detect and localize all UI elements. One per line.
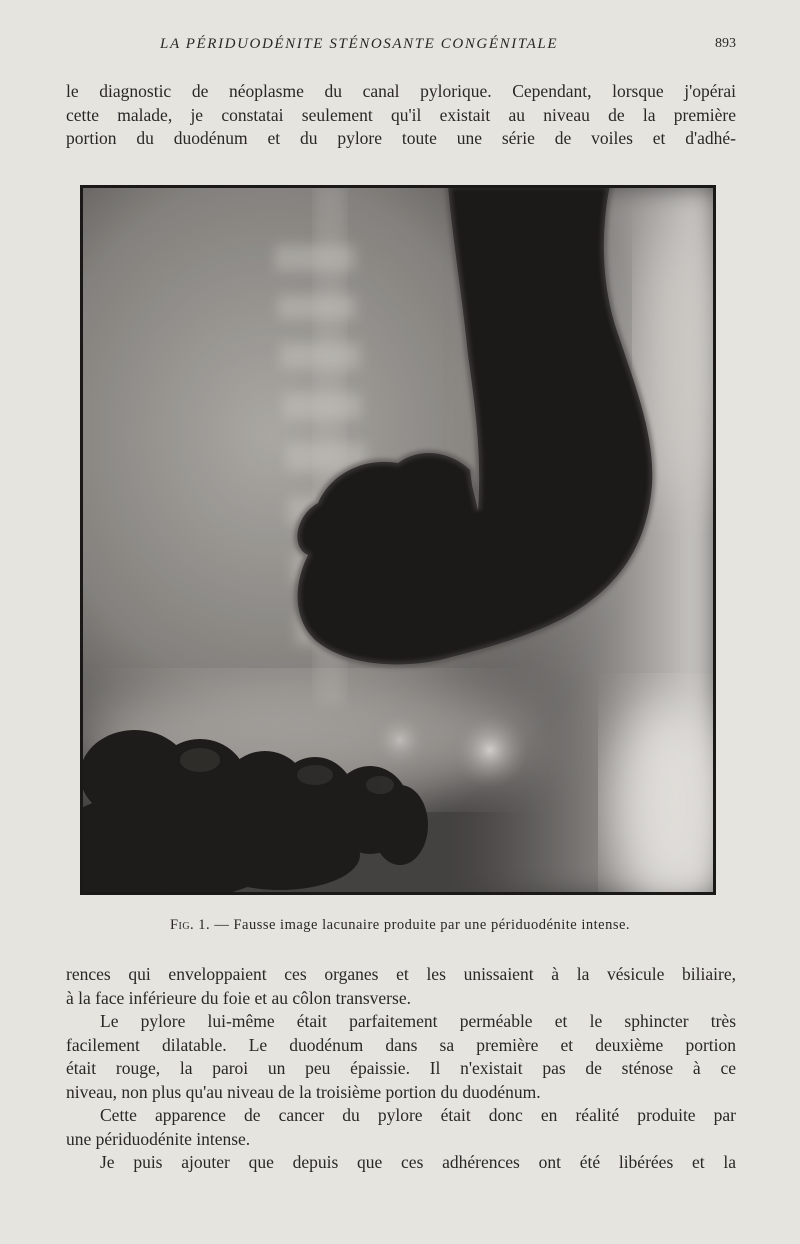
figure-caption — [0, 917, 800, 934]
running-title: LA PÉRIDUODÉNITE STÉNOSANTE CONGÉNITALE — [160, 36, 559, 52]
caption-text: — Fausse image lacunaire produite par une périduodénite intense. — [214, 917, 631, 933]
text-line: niveau, non plus qu'au niveau de la troisième portion du duodénum. — [66, 1081, 541, 1102]
running-head — [66, 36, 736, 58]
text-line: une périduodénite intense. — [66, 1128, 251, 1149]
text-line: portion du duodénum et du pylore toute une série de voiles et d'adhé- — [66, 128, 736, 148]
bottom-paragraphs — [66, 963, 736, 1175]
top-paragraph — [66, 80, 736, 151]
caption-label: Fig. 1. — [169, 917, 211, 933]
text-line: Le pylore lui-même était parfaitement perméable et le sphincter très — [100, 1011, 736, 1031]
text-line: à la face inférieure du foie et au côlon transverse. — [66, 987, 411, 1008]
text-line: facilement dilatable. Le duodénum dans sa première et deuxième portion — [66, 1034, 736, 1055]
text-line: Cette apparence de cancer du pylore était donc en réalité produite par — [100, 1105, 736, 1125]
radiograph-figure — [80, 185, 716, 895]
text-line: cette malade, je constatai seulement qu'il existait au niveau de la première — [66, 104, 736, 125]
text-line: Je puis ajouter que depuis que ces adhérences ont été libérées et la — [100, 1152, 736, 1172]
radiograph-image — [80, 185, 716, 895]
text-line: rences qui enveloppaient ces organes et les unissaient à la vésicule biliaire, — [66, 964, 736, 984]
text-line: le diagnostic de néoplasme du canal pylorique. Cependant, lorsque j'opérai — [66, 81, 736, 101]
page-number: 893 — [715, 36, 736, 51]
text-line: était rouge, la paroi un peu épaissie. Il n'existait pas de sténose à ce — [66, 1058, 736, 1078]
